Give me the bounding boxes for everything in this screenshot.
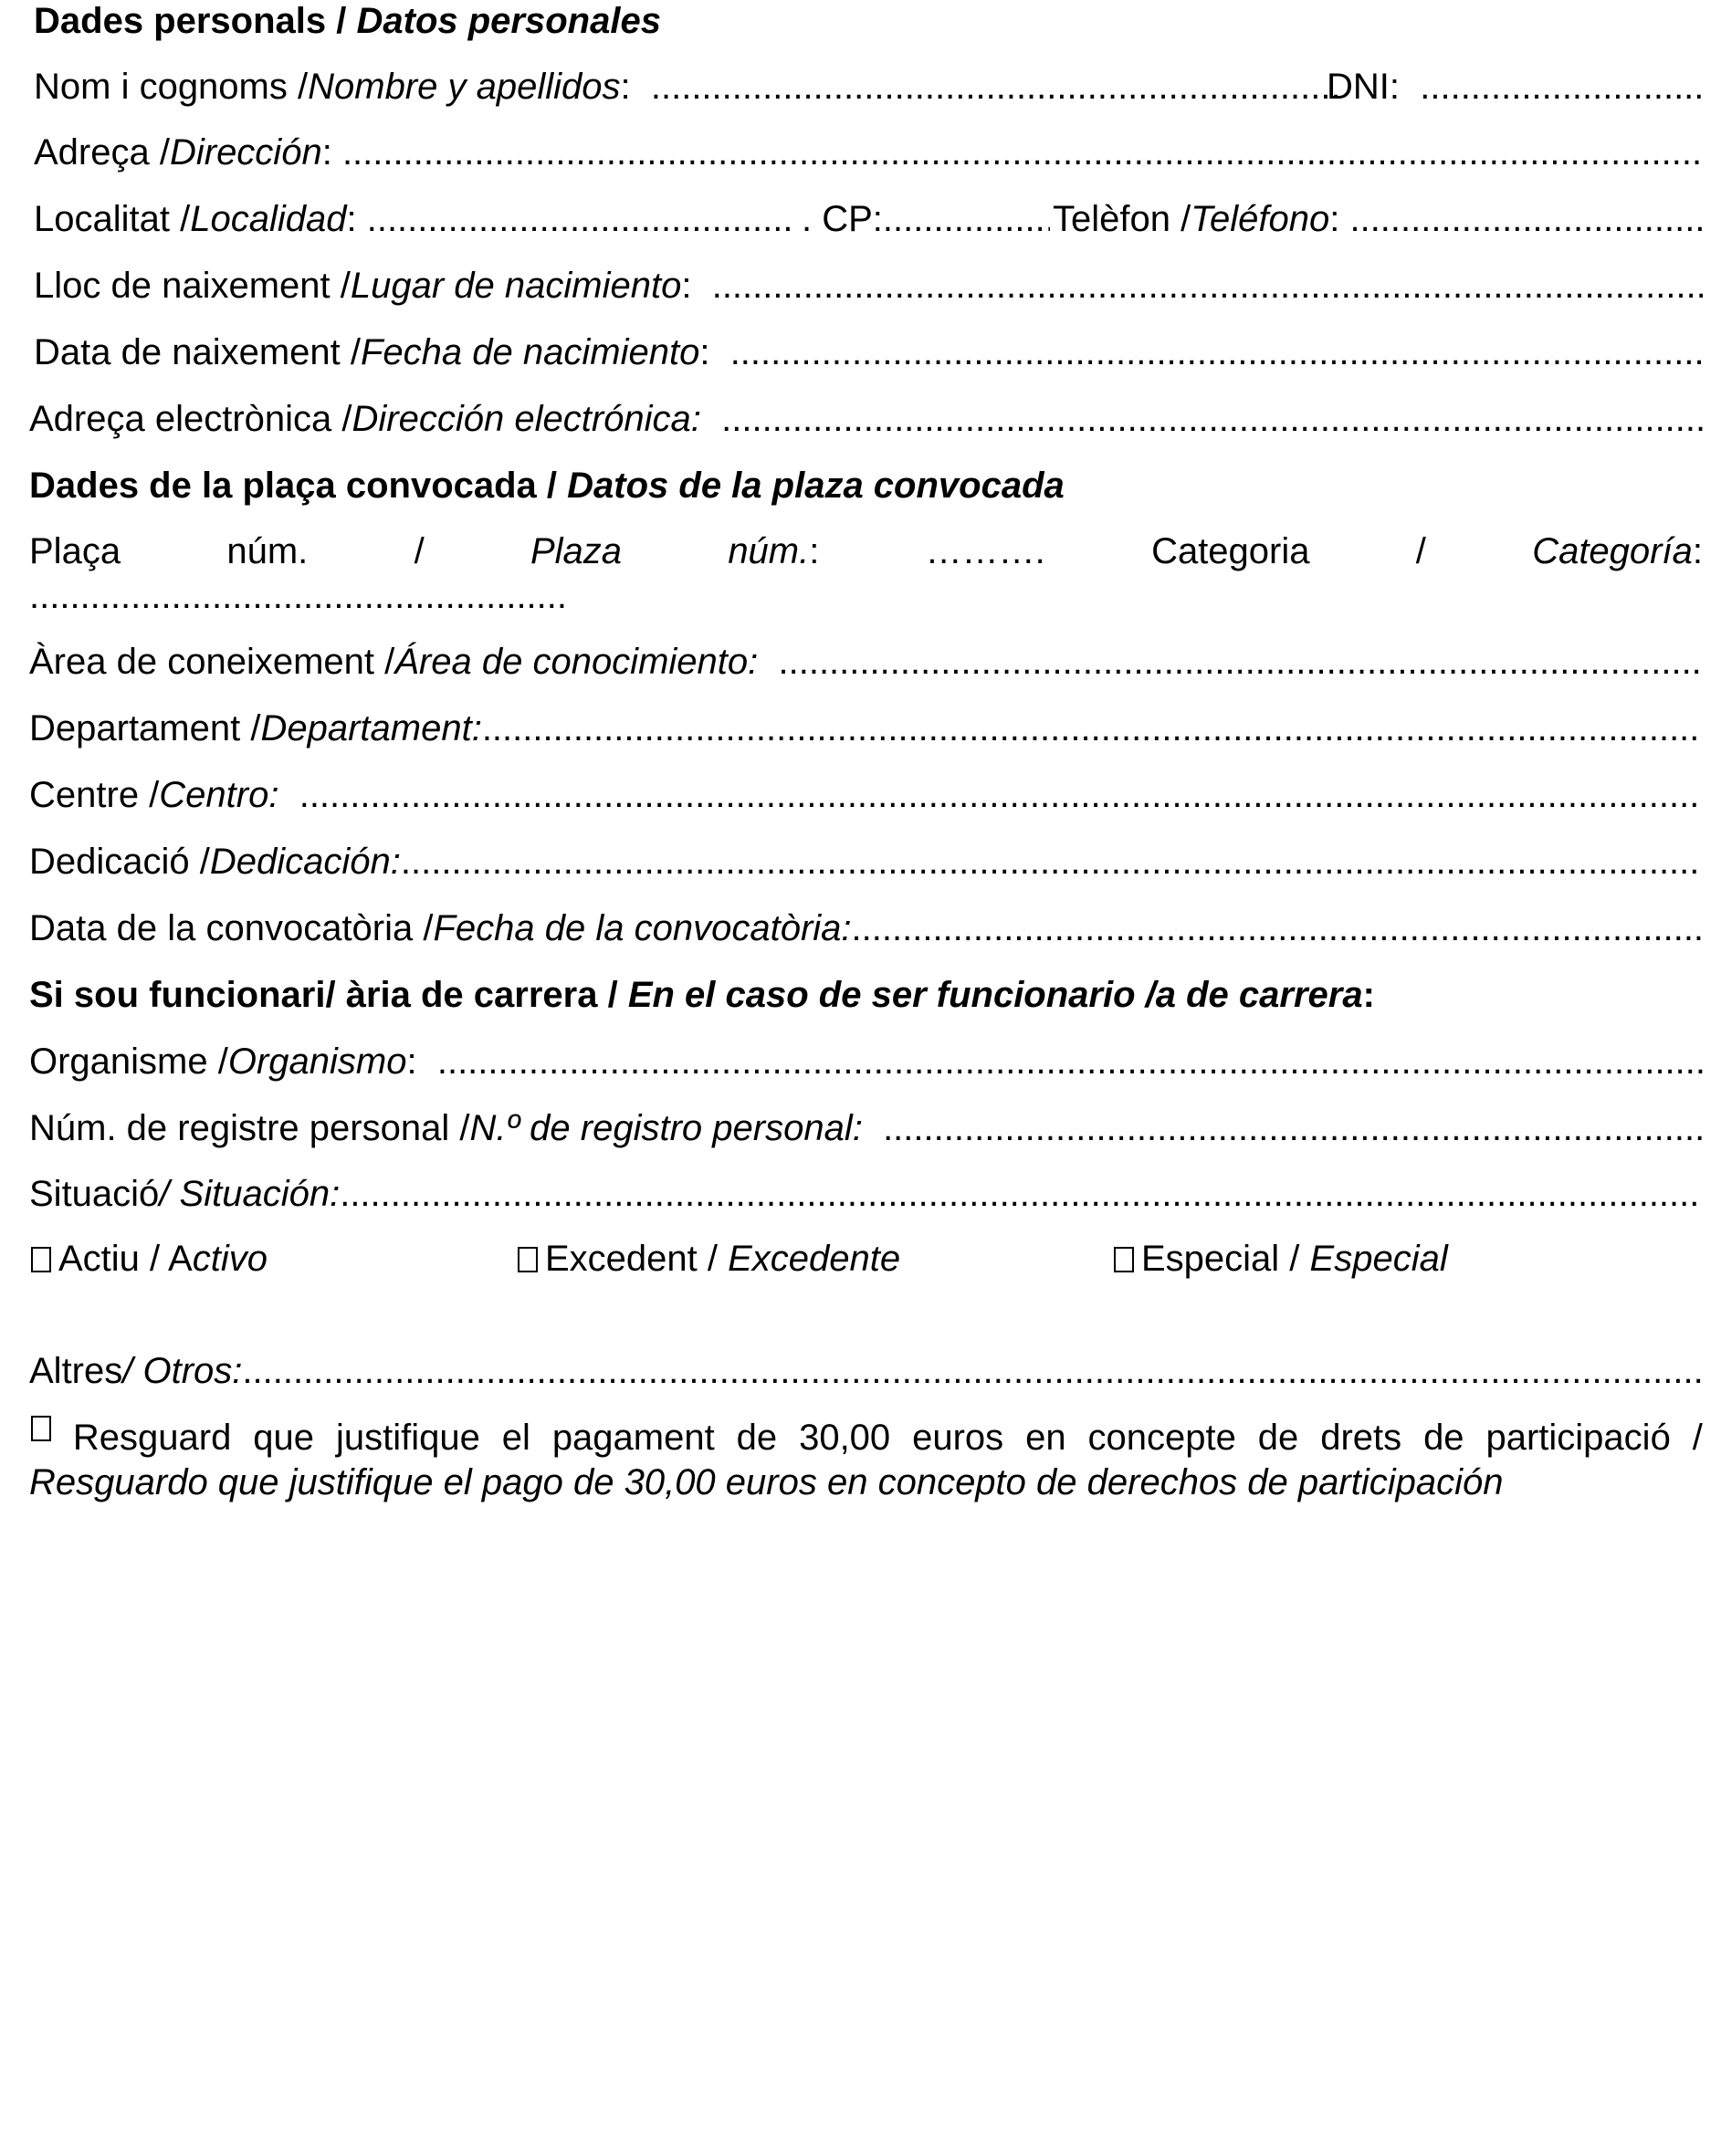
checkbox-active[interactable] xyxy=(31,1247,51,1272)
option-payment-receipt[interactable]: Resguard que justifique el pagament de 30,00 euros en concepte de drets de participació / xyxy=(31,1416,1703,1460)
field-department[interactable]: Departament / Departament: ..... xyxy=(29,706,1703,750)
checkbox-payment-receipt[interactable] xyxy=(31,1416,51,1441)
field-postal-code[interactable]: . CP: ..... xyxy=(802,197,1050,241)
field-position-number-category[interactable]: Plaça núm. / Plaza núm.: ………. Categoria / Categoría: xyxy=(29,531,1703,571)
checkbox-excedent[interactable] xyxy=(518,1247,538,1272)
field-organism[interactable]: Organisme / Organismo : ..... xyxy=(29,1040,1703,1083)
section-title-position: Dades de la plaça convocada / Datos de la plaza convocada xyxy=(29,466,1065,506)
section-title-personal: Dades personals / Datos personales xyxy=(34,1,661,41)
field-centre[interactable]: Centre / Centro: ..... xyxy=(29,773,1703,817)
checkbox-special[interactable] xyxy=(1114,1247,1134,1272)
field-call-date[interactable]: Data de la convocatòria / Fecha de la convocatòria: ..... xyxy=(29,906,1703,950)
field-birthplace[interactable]: Lloc de naixement / Lugar de nacimiento : ..... xyxy=(34,264,1703,308)
payment-receipt-spanish: Resguardo que justifique el pago de 30,00 euros en concepto de derechos de participación xyxy=(29,1462,1504,1502)
field-dni[interactable]: DNI: ..... xyxy=(1327,65,1703,109)
field-category-dots[interactable]: ..................................................... xyxy=(29,576,568,616)
field-full-name[interactable]: Nom i cognoms / Nombre y apellidos : ..... xyxy=(34,65,1342,109)
field-others[interactable]: Altres / Otros: ..... xyxy=(29,1349,1703,1393)
field-birthdate[interactable]: Data de naixement / Fecha de nacimiento : ..... xyxy=(34,330,1703,374)
option-excedent[interactable]: Excedent / Excedente xyxy=(518,1237,900,1281)
field-knowledge-area[interactable]: Àrea de coneixement / Área de conocimiento: ..... xyxy=(29,640,1703,684)
option-active[interactable]: Actiu / Activo xyxy=(31,1237,268,1281)
field-dedication[interactable]: Dedicació / Dedicación: ..... xyxy=(29,840,1703,884)
option-special[interactable]: Especial / Especial xyxy=(1114,1237,1448,1281)
section-title-civil-servant: Si sou funcionari/ ària de carrera / En el caso de ser funcionario /a de carrera: xyxy=(29,975,1375,1015)
field-address[interactable]: Adreça / Dirección : ..... xyxy=(34,131,1703,174)
field-phone[interactable]: Telèfon / Teléfono : ..... xyxy=(1053,197,1703,241)
field-locality[interactable]: Localitat / Localidad : ..... xyxy=(34,197,796,241)
field-email[interactable]: Adreça electrònica / Dirección electrónica: ..... xyxy=(29,397,1703,441)
field-situation[interactable]: Situació / Situación: ..... xyxy=(29,1172,1703,1216)
field-registry-number[interactable]: Núm. de registre personal / N.º de registro personal: ..... xyxy=(29,1106,1703,1150)
